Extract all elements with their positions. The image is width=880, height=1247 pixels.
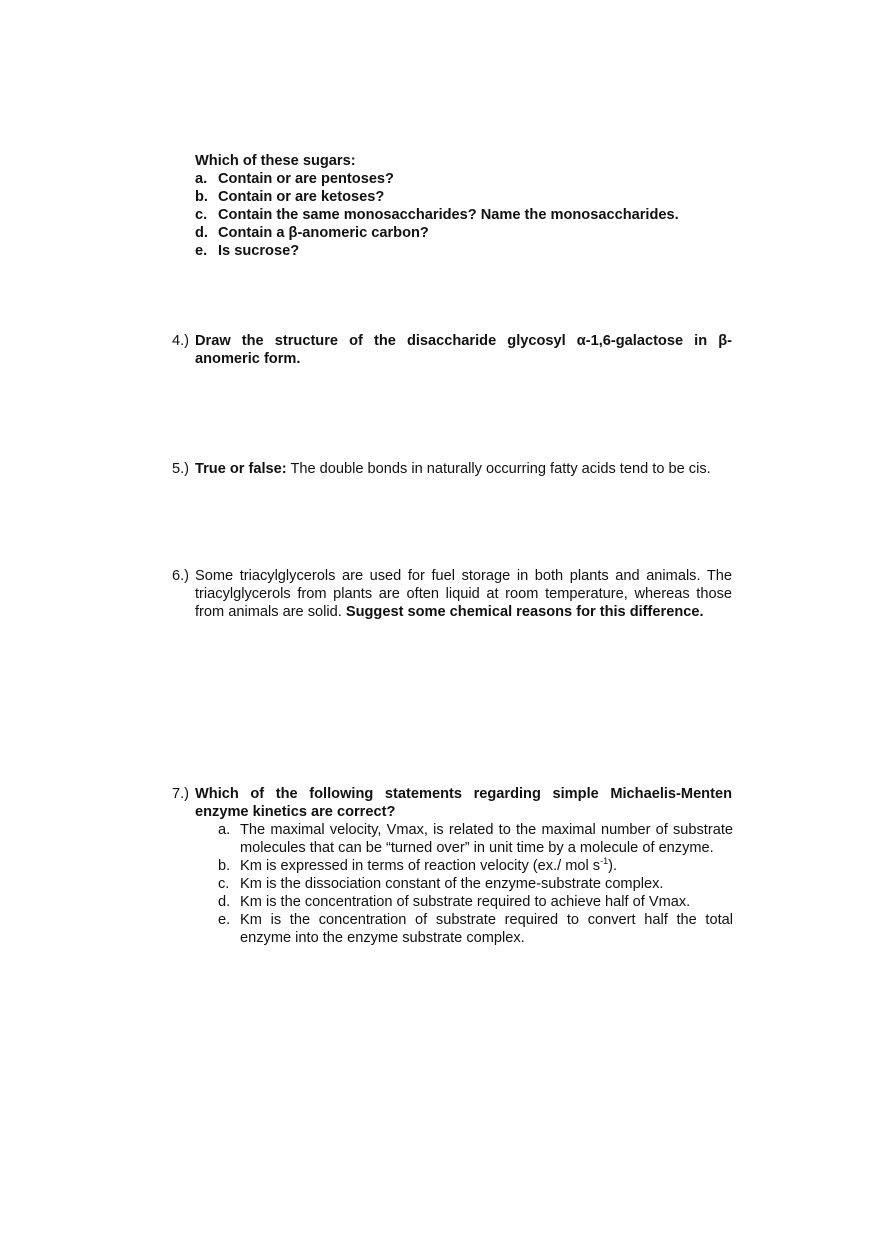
question-number: 6.) — [172, 568, 190, 584]
item-text: Contain a β-anomeric carbon? — [218, 225, 429, 241]
option-label: c. — [218, 876, 230, 892]
question-6 — [172, 567, 732, 621]
question-text — [195, 332, 732, 368]
item-label: a. — [195, 171, 208, 187]
question-number: 5.) — [172, 461, 190, 477]
question-line: Draw the structure of the disaccharide glycosyl α-1,6-galactose in β- — [195, 333, 732, 349]
question-number: 7.) — [172, 786, 190, 802]
option-b — [218, 857, 733, 875]
question-7 — [172, 785, 732, 821]
option-text: The maximal velocity, Vmax, is related to the maximal number of substrate molecules that can be “turned over” in unit time by a molecule of enzyme. — [240, 822, 733, 856]
list-item — [195, 242, 735, 260]
option-text-main: Km is expressed in terms of reaction velocity (ex./ mol s — [240, 858, 601, 874]
sugars-question — [195, 152, 735, 260]
item-text: Contain or are ketoses? — [218, 189, 385, 205]
item-label: d. — [195, 225, 208, 241]
option-a — [218, 821, 733, 857]
list-item — [195, 206, 735, 224]
item-text: Contain or are pentoses? — [218, 171, 394, 187]
list-item — [195, 170, 735, 188]
question-5 — [172, 460, 732, 478]
option-text-end: ). — [608, 858, 618, 874]
question-body: The double bonds in naturally occurring fatty acids tend to be cis. — [286, 461, 711, 477]
sugars-question-intro: Which of these sugars: — [195, 153, 356, 169]
question-emphasis: Suggest some chemical reasons for this difference. — [345, 604, 704, 620]
option-d — [218, 893, 733, 911]
item-label: e. — [195, 243, 208, 259]
option-text: Km is the concentration of substrate required to achieve half of Vmax. — [240, 894, 691, 910]
option-superscript: -1 — [600, 856, 609, 866]
question-number: 4.) — [172, 333, 190, 349]
option-label: b. — [218, 858, 231, 874]
question-text — [195, 460, 732, 478]
option-e — [218, 911, 733, 947]
item-text: Is sucrose? — [218, 243, 300, 259]
question-text — [195, 567, 732, 621]
option-c — [218, 875, 733, 893]
option-text — [240, 857, 733, 875]
question-line: anomeric form. — [195, 351, 301, 367]
question-prompt: Which of the following statements regarding simple Michaelis-Menten enzyme kinetics are correct? — [195, 786, 732, 820]
option-text: Km is the dissociation constant of the enzyme-substrate complex. — [240, 876, 664, 892]
question-4 — [172, 332, 732, 368]
option-label: d. — [218, 894, 231, 910]
option-label: a. — [218, 822, 231, 838]
item-label: c. — [195, 207, 208, 223]
item-text: Contain the same monosaccharides? Name the monosaccharides. — [218, 207, 679, 223]
item-label: b. — [195, 189, 208, 205]
option-text: Km is the concentration of substrate required to convert half the total enzyme into the enzyme substrate complex. — [240, 912, 733, 946]
list-item — [195, 188, 735, 206]
list-item — [195, 224, 735, 242]
option-label: e. — [218, 912, 231, 928]
question-lead: True or false: — [195, 461, 287, 477]
question-body: Some triacylglycerols are used for fuel storage in both plants and animals. The triacylglycerols from plants are often liquid at room temperature, whereas those from animals are solid. — [195, 568, 732, 620]
